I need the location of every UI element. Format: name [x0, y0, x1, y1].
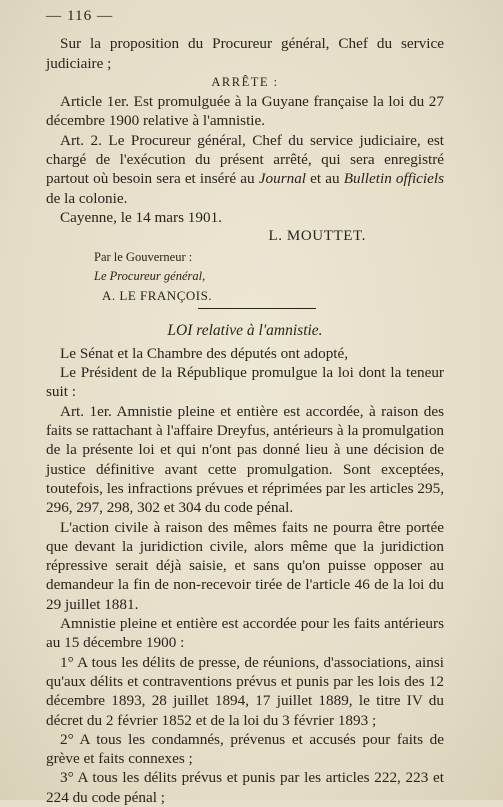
loi-paragraph: Amnistie pleine et entière est accordée pour les faits antérieurs au 15 décembre 1900 :: [46, 615, 444, 652]
loi-title: LOI relative à l'amnistie.: [167, 321, 323, 339]
procureur-name: A. LE FRANÇOIS.: [102, 287, 213, 303]
governor-signature: L. MOUTTET.: [268, 228, 366, 245]
procureur-title: Le Procureur général,: [94, 268, 206, 283]
page-text: [46, 6, 444, 807]
loi-paragraph: 2° A tous les condamnés, prévenus et accusés pour faits de grève et faits connexes ;: [46, 730, 444, 768]
article-1-paragraph: Article 1er. Est promulguée à la Guyane française la loi du 27 décembre 1900 relative à l'amnistie.: [46, 93, 444, 130]
page-number: — 116 —: [46, 7, 114, 24]
article-2-paragraph: [46, 131, 444, 208]
loi-paragraph: Art. 1er. Amnistie pleine et entière est accordée, à raison des faits se rattachant à l'affaire Dreyfus, antérieurs à la promulgation de la présente loi et qui n'ont pas donné lieu à une décision de justice définitive avant cette promulgation. Sont exceptées, toutefois, les infractions prévues et réprimées par les articles 295, 296, 297, 298, 302 et 304 du code pénal.: [46, 402, 445, 517]
loi-paragraph: Le Sénat et la Chambre des députés ont adopté,: [60, 344, 349, 362]
loi-paragraph: 1° A tous les délits de presse, de réunions, d'associations, ainsi qu'aux délits et contraventions prévus et punis par les lois des 12 décembre 1893, 28 juillet 1894, 17 juillet 1889, le titre IV du décret du 2 février 1852 et de la loi du 3 février 1893 ;: [46, 653, 444, 729]
par-le-gouverneur: Par le Gouverneur :: [94, 249, 193, 264]
article-2-text-middle: et au: [306, 170, 344, 188]
journal-title: Journal: [258, 170, 307, 188]
article-2-text-start: Art. 2. Le Procureur général, Chef du service judiciaire, est chargé de l'exécution du présent arrêté, qui sera enregistré partout où besoin sera et inséré au: [46, 131, 444, 188]
arrete-heading: ARRÊTE :: [211, 74, 279, 89]
place-date: Cayenne, le 14 mars 1901.: [60, 208, 222, 226]
loi-paragraph: Le Président de la République promulgue la loi dont la teneur suit :: [46, 364, 444, 401]
bulletin-title: Bulletin officiels: [343, 170, 444, 188]
article-2-text-end: de la colonie.: [46, 189, 128, 207]
loi-paragraph: L'action civile à raison des mêmes faits ne pourra être portée que devant la juridiction civile, alors même que la juridiction répressive serait déjà saisie, et sans qu'on puisse opposer au demandeur la fin de non-recevoir tirée de l'article 46 de la loi du 29 juillet 1881.: [46, 518, 444, 613]
loi-paragraph: 3° A tous les délits prévus et punis par les articles 222, 223 et 224 du code pénal ;: [46, 769, 444, 806]
separator-rule: [198, 308, 316, 309]
preamble-paragraph: Sur la proposition du Procureur général, Chef du service judiciaire ;: [46, 35, 444, 72]
